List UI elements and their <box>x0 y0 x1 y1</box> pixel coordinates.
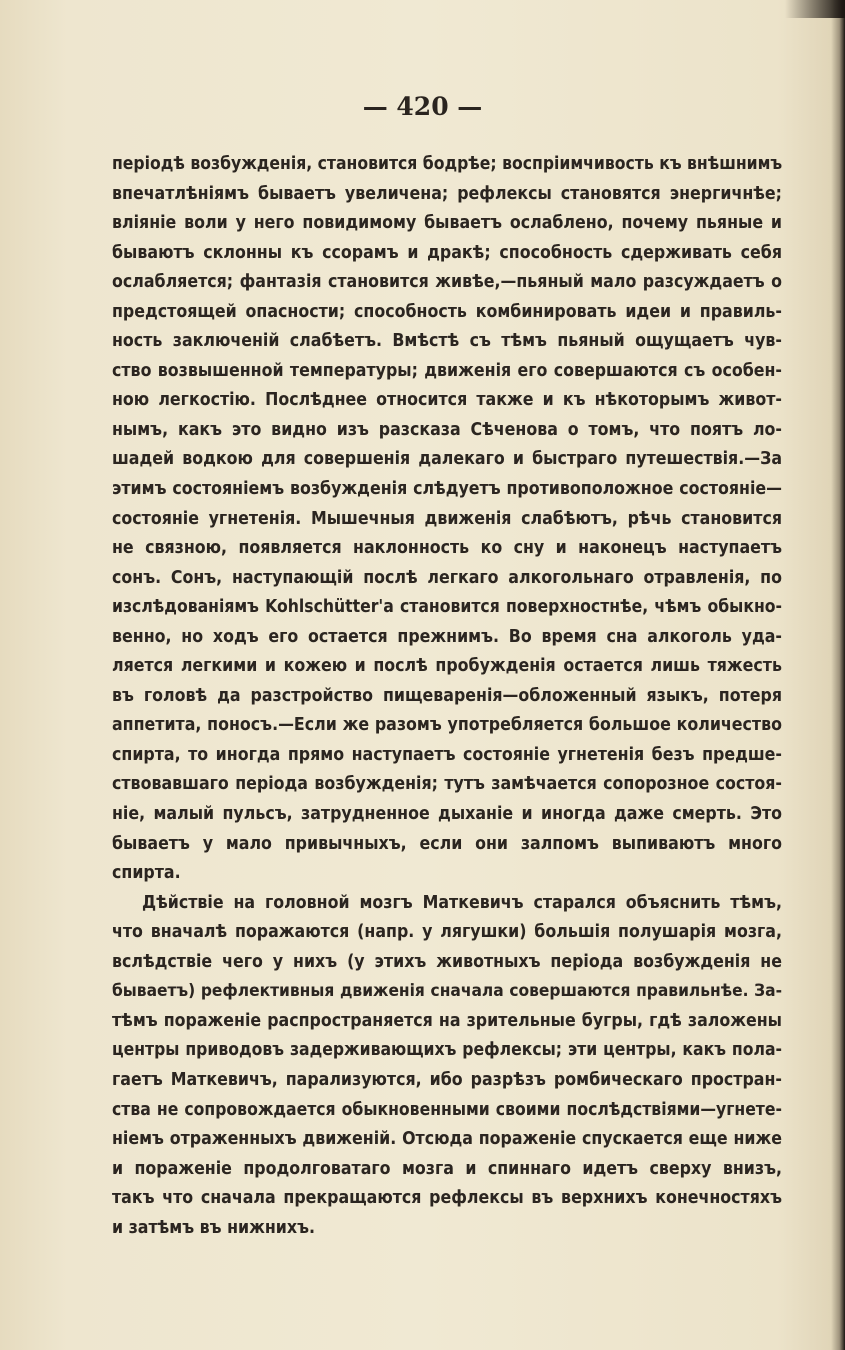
text-line: ною легкостію. Послѣднее относится также и къ нѣкоторымъ живот- <box>112 390 782 411</box>
text-line: ство возвышенной температуры; движенія его совершаются съ особен- <box>112 360 782 381</box>
text-line: ствовавшаго періода возбужденія; тутъ замѣчается сопорозное состоя- <box>112 774 782 795</box>
text-line: такъ что сначала прекращаются рефлексы въ верхнихъ конечностяхъ <box>112 1188 782 1209</box>
text-line: спирта, то иногда прямо наступаетъ состояніе угнетенія безъ предше- <box>112 744 782 765</box>
text-line: гаетъ Маткевичъ, парализуются, ибо разрѣзъ ромбическаго простран- <box>112 1069 782 1090</box>
text-line: этимъ состояніемъ возбужденія слѣдуетъ противоположное состояніе— <box>112 479 782 500</box>
text-line: предстоящей опасности; способность комбинировать идеи и правиль- <box>112 301 782 322</box>
text-line: бываетъ) рефлективныя движенія сначала совершаются правильнѣе. За- <box>112 981 782 1002</box>
text-line: ства не сопровождается обыкновенными своими послѣдствіями—угнете- <box>112 1099 782 1120</box>
text-line: и пораженіе продолговатаго мозга и спиннаго идетъ сверху внизъ, <box>112 1158 782 1179</box>
page-corner-shadow <box>785 0 845 18</box>
text-line: ность заключеній слабѣетъ. Вмѣстѣ съ тѣмъ пьяный ощущаетъ чув- <box>112 331 782 352</box>
paragraph-end-line: и затѣмъ въ нижнихъ. <box>112 1217 315 1238</box>
text-line: періодѣ возбужденія, становится бодрѣе; воспріимчивость къ внѣшнимъ <box>112 154 783 174</box>
text-line: нымъ, какъ это видно изъ разсказа Сѣченова о томъ, что поятъ ло- <box>112 419 782 440</box>
text-line: изслѣдованіямъ Kohlschütter'a становится поверхностнѣе, чѣмъ обыкно- <box>112 597 782 618</box>
text-line: что вначалѣ поражаются (напр. у лягушки) большія полушарія мозга, <box>112 922 782 943</box>
text-line: аппетита, поносъ.—Если же разомъ употребляется большое количество <box>112 715 782 736</box>
text-line: ніе, малый пульсъ, затрудненное дыханіе и иногда даже смерть. Это <box>112 804 782 825</box>
text-line: тѣмъ пораженіе распространяется на зрительные бугры, гдѣ заложены <box>112 1010 782 1031</box>
text-line: въ головѣ да разстройство пищеваренія—обложенный языкъ, потеря <box>112 685 782 706</box>
text-line: ослабляется; фантазія становится живѣе,—пьяный мало разсуждаетъ о <box>112 272 782 293</box>
page-number: — 420 — <box>362 92 483 121</box>
page-binding-shadow <box>831 0 845 1350</box>
paragraph-first-line: Дѣйствіе на головной мозгъ Маткевичъ старался объяснить тѣмъ, <box>142 892 782 913</box>
text-line: сонъ. Сонъ, наступающій послѣ легкаго алкогольнаго отравленія, по <box>112 567 782 588</box>
body-text <box>112 150 782 1243</box>
text-line: бываютъ склонны къ ссорамъ и дракѣ; способность сдерживать себя <box>112 242 782 263</box>
text-line: состояніе угнетенія. Мышечныя движенія слабѣютъ, рѣчь становится <box>112 508 782 529</box>
text-line: бываетъ у мало привычныхъ, если они залпомъ выпиваютъ много <box>112 833 782 854</box>
text-line: не связною, появляется наклонность ко сну и наконецъ наступаетъ <box>112 538 782 559</box>
text-line: впечатлѣніямъ бываетъ увеличена; рефлексы становятся энергичнѣе; <box>112 183 782 204</box>
text-line: венно, но ходъ его остается прежнимъ. Во время сна алкоголь уда- <box>112 626 782 647</box>
text-line: ляется легкими и кожею и послѣ пробужденія остается лишь тяжесть <box>112 656 782 677</box>
paragraph-end-line: спирта. <box>112 863 181 884</box>
text-line: вслѣдствіе чего у нихъ (у этихъ животныхъ періода возбужденія не <box>112 951 782 972</box>
text-line: шадей водкою для совершенія далекаго и быстраго путешествія.—За <box>112 449 782 470</box>
text-line: вліяніе воли у него повидимому бываетъ ослаблено, почему пьяные и <box>112 213 782 234</box>
text-line: ніемъ отраженныхъ движеній. Отсюда пораженіе спускается еще ниже <box>112 1129 782 1150</box>
text-line: центры приводовъ задерживающихъ рефлексы; эти центры, какъ пола- <box>112 1040 782 1061</box>
